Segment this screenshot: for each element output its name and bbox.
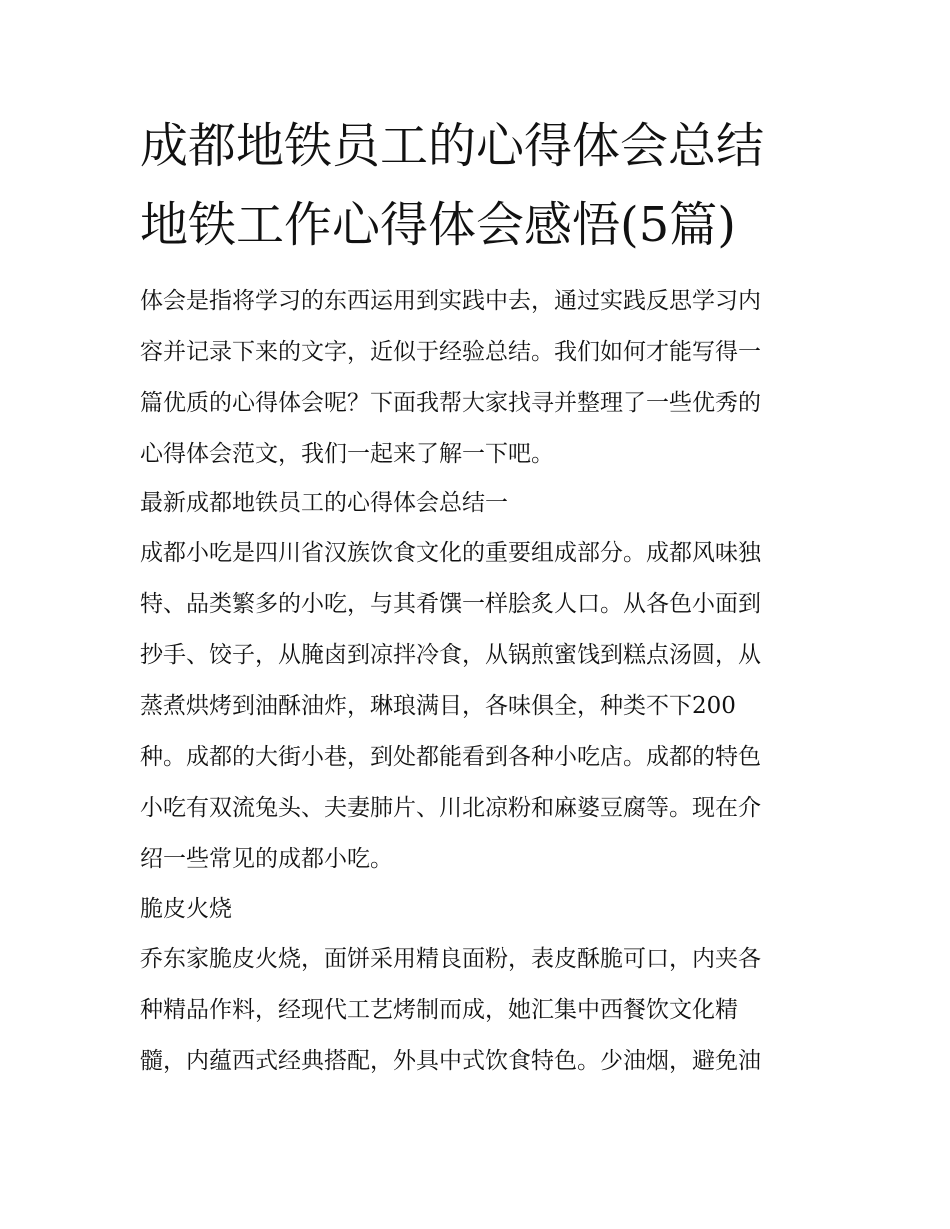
- sub-heading: 脆皮火烧: [140, 896, 232, 922]
- intro-paragraph-line: 篇优质的心得体会呢？下面我帮大家找寻并整理了一些优秀的: [140, 390, 761, 416]
- sub-paragraph-line: 种精品作料，经现代工艺烤制而成，她汇集中西餐饮文化精: [140, 997, 738, 1023]
- section-paragraph-line: 抄手、饺子，从腌卤到凉拌冷食，从锅煎蜜饯到糕点汤圆，从: [140, 642, 761, 668]
- section-heading: 最新成都地铁员工的心得体会总结一: [140, 490, 508, 516]
- sub-paragraph-line: 髓，内蕴西式经典搭配，外具中式饮食特色。少油烟，避免油: [140, 1048, 761, 1074]
- intro-paragraph-line: 体会是指将学习的东西运用到实践中去，通过实践反思学习内: [140, 288, 761, 314]
- intro-paragraph-line: 容并记录下来的文字，近似于经验总结。我们如何才能写得一: [140, 339, 761, 365]
- document-title-line-2: 地铁工作心得体会感悟(5篇): [140, 197, 736, 253]
- section-paragraph-line: 小吃有双流兔头、夫妻肺片、川北凉粉和麻婆豆腐等。现在介: [140, 795, 761, 821]
- section-paragraph-line: 蒸煮烘烤到油酥油炸，琳琅满目，各味俱全，种类不下200: [140, 693, 736, 719]
- section-paragraph-line: 特、品类繁多的小吃，与其肴馔一样脍炙人口。从各色小面到: [140, 591, 761, 617]
- document-title-line-1: 成都地铁员工的心得体会总结: [140, 118, 765, 174]
- section-paragraph-line: 成都小吃是四川省汉族饮食文化的重要组成部分。成都风味独: [140, 540, 761, 566]
- section-paragraph-line: 种。成都的大街小巷，到处都能看到各种小吃店。成都的特色: [140, 744, 761, 770]
- section-paragraph-line: 绍一些常见的成都小吃。: [140, 846, 393, 872]
- sub-paragraph-line: 乔东家脆皮火烧，面饼采用精良面粉，表皮酥脆可口，内夹各: [140, 946, 761, 972]
- intro-paragraph-line: 心得体会范文，我们一起来了解一下吧。: [140, 441, 554, 467]
